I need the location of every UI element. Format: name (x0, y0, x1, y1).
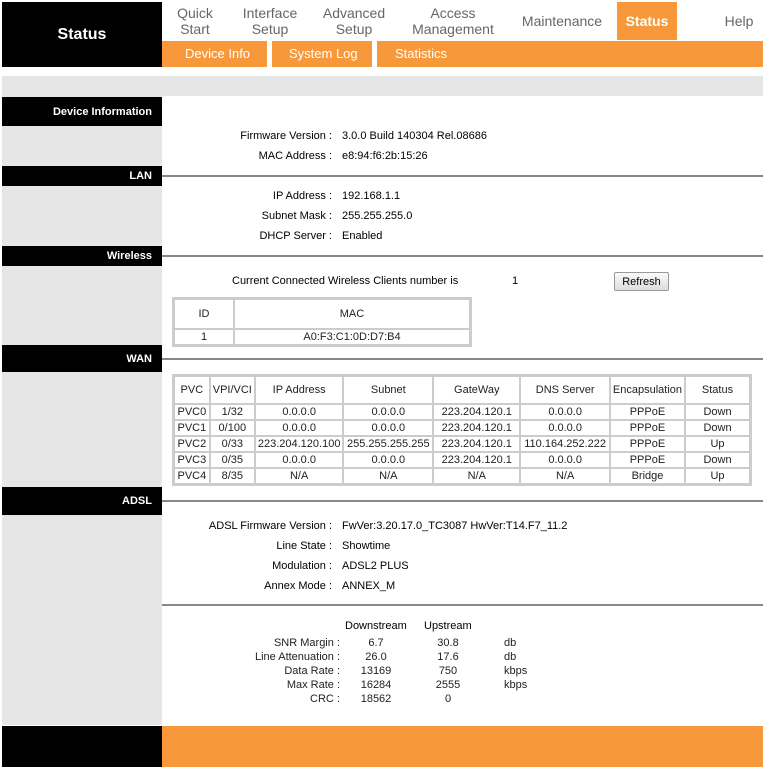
wan-table (172, 374, 752, 486)
cell: PPPoE (610, 420, 685, 436)
cell: 0/33 (210, 436, 255, 452)
cell: PVC3 (174, 452, 210, 468)
divider (162, 255, 763, 257)
cell: 750 (438, 665, 458, 677)
col-header: Status (685, 376, 750, 404)
modulation-value: ADSL2 PLUS (342, 560, 409, 572)
nav-access-management[interactable]: Access Management (412, 5, 494, 37)
subnav-statistics[interactable]: Statistics (395, 46, 448, 61)
stats-row (230, 678, 527, 692)
cell: 17.6 (437, 651, 459, 663)
col-header: Encapsulation (610, 376, 685, 404)
cell: A0:F3:C1:0D:D7:B4 (234, 329, 470, 345)
divider (162, 500, 763, 502)
adsl-stats-table (230, 636, 527, 706)
nav-maintenance[interactable]: Maintenance (521, 13, 603, 29)
section-device-information: Device Information (2, 97, 162, 126)
adsl-fw-value: FwVer:3.20.17.0_TC3087 HwVer:T14.F7_11.2 (342, 520, 568, 532)
section-adsl: ADSL (2, 487, 162, 515)
cell: 255.255.255.255 (343, 436, 433, 452)
nav-status[interactable]: Status (617, 2, 677, 40)
dhcp-label: DHCP Server : (259, 230, 332, 242)
footer-left (2, 726, 162, 767)
annex-value: ANNEX_M (342, 580, 396, 592)
divider (162, 604, 763, 606)
firmware-label: Firmware Version : (240, 130, 332, 142)
nav-interface-setup[interactable]: Interface Setup (242, 5, 298, 37)
mask-value: 255.255.255.0 (342, 210, 413, 222)
cell: 0.0.0.0 (343, 420, 433, 436)
stats-row (230, 650, 527, 664)
cell: 0.0.0.0 (520, 452, 610, 468)
cell: 110.164.252.222 (520, 436, 610, 452)
clients-count: 1 (512, 275, 519, 287)
line-state-label: Line State : (276, 540, 332, 552)
section-wan: WAN (2, 345, 162, 372)
cell: 0/100 (210, 420, 255, 436)
clients-label: Current Connected Wireless Clients number is (232, 275, 459, 287)
annex-label: Annex Mode : (264, 580, 332, 592)
cell: 6.7 (368, 637, 384, 649)
dhcp-value: Enabled (342, 230, 383, 242)
ip-label: IP Address : (272, 190, 332, 202)
cell: N/A (343, 468, 433, 484)
cell: N/A (433, 468, 520, 484)
col-header: ID (174, 299, 234, 329)
downstream-header: Downstream (345, 620, 407, 632)
spacer-bar (2, 76, 763, 96)
col-header: PVC (174, 376, 210, 404)
left-column (2, 96, 162, 725)
subnav-separator (267, 41, 272, 67)
cell: 0.0.0.0 (520, 420, 610, 436)
table-row (174, 436, 750, 452)
cell: 0.0.0.0 (343, 452, 433, 468)
cell: Up (685, 436, 750, 452)
cell: 0.0.0.0 (520, 404, 610, 420)
col-header: DNS Server (520, 376, 610, 404)
cell (484, 692, 527, 706)
cell: 0 (444, 693, 452, 705)
cell: 1/32 (210, 404, 255, 420)
cell: 223.204.120.1 (433, 420, 520, 436)
cell: 0/35 (210, 452, 255, 468)
cell: 13169 (360, 665, 392, 677)
cell: Up (685, 468, 750, 484)
mask-label: Subnet Mask : (261, 210, 332, 222)
cell: SNR Margin : (273, 637, 340, 649)
cell: PPPoE (610, 436, 685, 452)
cell: 0.0.0.0 (255, 420, 344, 436)
section-lan: LAN (2, 166, 162, 186)
cell: PVC2 (174, 436, 210, 452)
cell: PVC0 (174, 404, 210, 420)
subnav-system-log[interactable]: System Log (289, 46, 358, 61)
cell: Down (685, 420, 750, 436)
sub-navigation (162, 41, 763, 67)
cell: 223.204.120.100 (255, 436, 344, 452)
table-row (174, 468, 750, 484)
cell: Bridge (610, 468, 685, 484)
stats-row (230, 692, 527, 706)
nav-help[interactable]: Help (724, 13, 754, 29)
divider (162, 175, 763, 177)
col-header: VPI/VCI (210, 376, 255, 404)
refresh-button[interactable]: Refresh (614, 272, 669, 291)
stats-row (230, 664, 527, 678)
cell: 0.0.0.0 (343, 404, 433, 420)
subnav-device-info[interactable]: Device Info (185, 46, 251, 61)
cell: PPPoE (610, 404, 685, 420)
cell: 26.0 (365, 651, 387, 663)
page-title: Status (2, 2, 162, 67)
cell: Down (685, 452, 750, 468)
table-row (174, 404, 750, 420)
modulation-label: Modulation : (272, 560, 332, 572)
table-row (174, 329, 470, 345)
nav-quick-start[interactable]: Quick Start (177, 5, 213, 37)
cell: 223.204.120.1 (433, 404, 520, 420)
adsl-fw-label: ADSL Firmware Version : (208, 520, 332, 532)
firmware-value: 3.0.0 Build 140304 Rel.08686 (342, 130, 487, 142)
stats-row (230, 636, 527, 650)
cell: CRC : (310, 693, 340, 705)
mac-label: MAC Address : (258, 150, 332, 162)
cell: kbps (504, 679, 528, 691)
cell: Line Attenuation : (254, 651, 340, 663)
cell: 0.0.0.0 (255, 452, 344, 468)
cell: 16284 (360, 679, 392, 691)
mac-value: e8:94:f6:2b:15:26 (342, 150, 428, 162)
col-header: GateWay (433, 376, 520, 404)
cell: db (504, 637, 517, 649)
cell: Data Rate : (284, 665, 340, 677)
cell: 2555 (435, 679, 461, 691)
cell: 0.0.0.0 (255, 404, 344, 420)
footer-bar (162, 726, 763, 767)
cell: 30.8 (437, 637, 459, 649)
cell: 223.204.120.1 (433, 436, 520, 452)
table-row (174, 420, 750, 436)
col-header: IP Address (255, 376, 344, 404)
cell: 223.204.120.1 (433, 452, 520, 468)
cell: 1 (174, 329, 234, 345)
subnav-separator (372, 41, 377, 67)
upstream-header: Upstream (424, 620, 472, 632)
col-header: Subnet (343, 376, 433, 404)
cell: 8/35 (210, 468, 255, 484)
cell: PVC4 (174, 468, 210, 484)
cell: kbps (504, 665, 528, 677)
col-header: MAC (234, 299, 470, 329)
cell: PPPoE (610, 452, 685, 468)
ip-value: 192.168.1.1 (342, 190, 401, 202)
cell: db (504, 651, 517, 663)
cell: 18562 (360, 693, 392, 705)
cell: Max Rate : (286, 679, 340, 691)
cell: N/A (255, 468, 344, 484)
section-wireless: Wireless (2, 246, 162, 266)
cell: N/A (520, 468, 610, 484)
table-row (174, 452, 750, 468)
nav-advanced-setup[interactable]: Advanced Setup (322, 5, 386, 37)
cell: PVC1 (174, 420, 210, 436)
line-state-value: Showtime (342, 540, 391, 552)
cell: Down (685, 404, 750, 420)
wireless-clients-table (172, 297, 472, 347)
divider (162, 358, 763, 360)
